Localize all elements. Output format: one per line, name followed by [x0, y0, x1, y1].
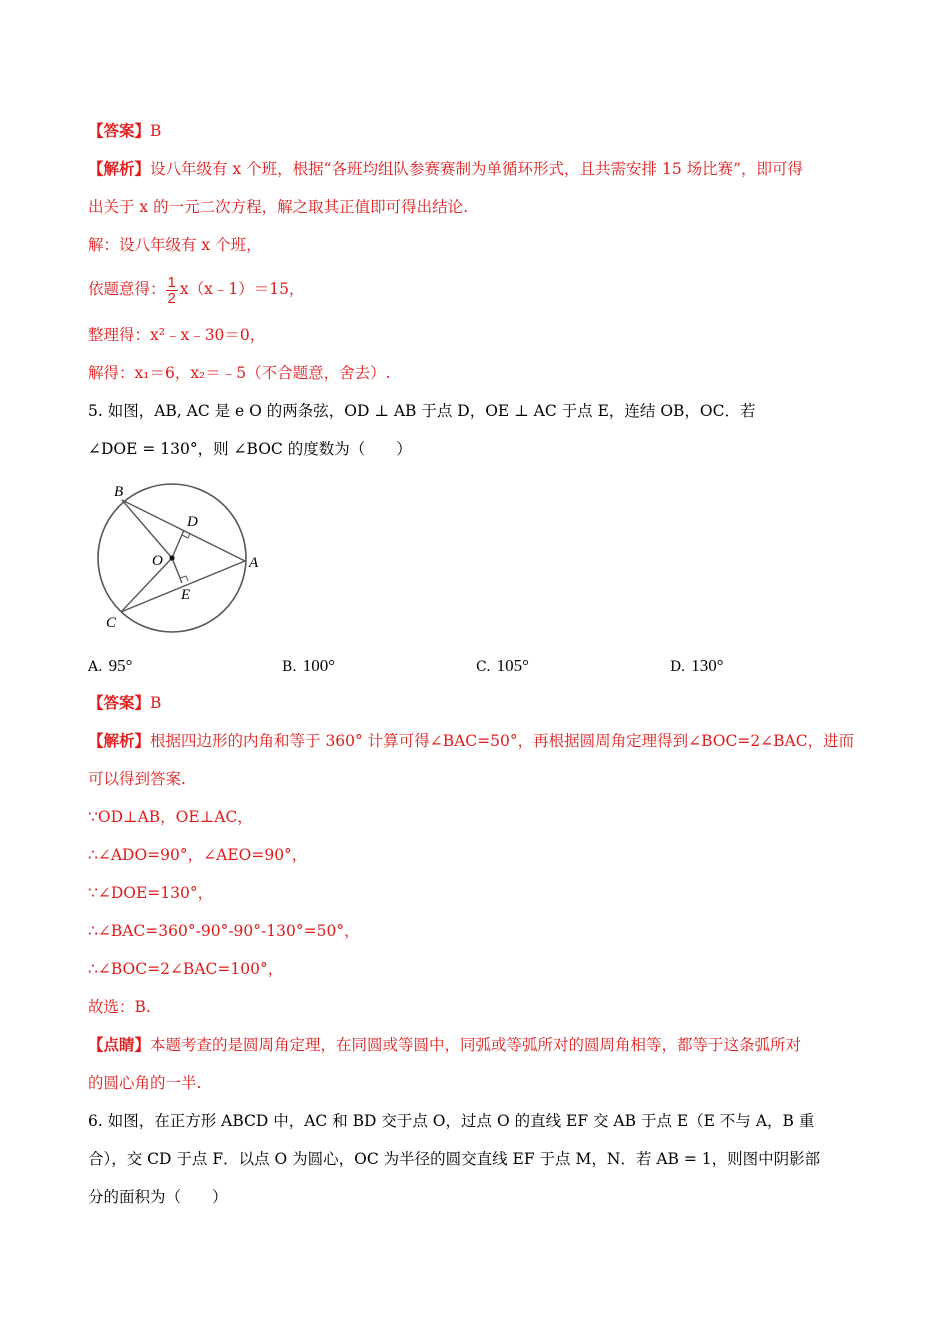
solution-prefix: 依题意得： — [88, 280, 166, 298]
q5-step-4: ∴∠BAC=360°-90°-90°-130°=50°， — [88, 922, 360, 940]
q5-step-2: ∴∠ADO=90°，∠AEO=90°， — [88, 846, 308, 864]
fraction-denominator: 2 — [167, 289, 176, 307]
answer-tag: 【答案】 — [88, 693, 151, 712]
circle-geometry-figure — [92, 478, 262, 638]
segment-ob — [122, 500, 172, 558]
segment-od — [172, 530, 184, 558]
analysis-text: 根据四边形的内角和等于 360° 计算可得∠BAC=50°，再根据圆周角定理得到∠BOC=2∠BAC，进而 — [150, 732, 855, 750]
segment-oc — [121, 558, 172, 612]
option-value: 95° — [108, 656, 133, 675]
q6-stem-line1: 6. 如图，在正方形 ABCD 中，AC 和 BD 交于点 O，过点 O 的直线 EF 交 AB 于点 E（E 不与 A，B 重 — [88, 1112, 815, 1130]
answer-value: B — [150, 694, 162, 712]
q5-analysis-line1 — [88, 730, 870, 752]
q5-stem-line2: ∠DOE = 130°，则 ∠BOC 的度数为（ ） — [88, 440, 412, 458]
fraction-numerator: 1 — [167, 273, 176, 291]
q4-solution-line3: 整理得：x²﹣x﹣30＝0， — [88, 326, 266, 344]
center-point-o — [169, 555, 174, 560]
q5-analysis-line2: 可以得到答案. — [88, 770, 186, 788]
point-text: 本题考查的是圆周角定理，在同圆或等圆中，同弧或等弧所对的圆周角相等，都等于这条弧所对 — [150, 1036, 802, 1054]
label-o: O — [152, 553, 163, 569]
q5-step-3: ∵∠DOE=130°， — [88, 884, 214, 902]
fraction-one-half — [166, 275, 178, 306]
option-value: 100° — [302, 656, 336, 675]
q6-stem-line2: 合），交 CD 于点 F．以点 O 为圆心，OC 为半径的圆交直线 EF 于点 M，N．若 AB = 1，则图中阴影部 — [88, 1150, 821, 1168]
q4-answer-line — [88, 120, 870, 142]
q4-analysis-line2: 出关于 x 的一元二次方程，解之取其正值即可得出结论. — [88, 198, 469, 216]
label-b: B — [114, 484, 124, 500]
option-value: 105° — [496, 656, 529, 675]
q5-step-5: ∴∠BOC=2∠BAC=100°， — [88, 960, 284, 978]
q5-options-row — [88, 655, 870, 679]
option-label: B. — [282, 659, 297, 675]
analysis-tag: 【解析】 — [88, 731, 151, 750]
option-label: C. — [476, 659, 491, 675]
analysis-tag: 【解析】 — [88, 159, 151, 178]
option-d[interactable] — [670, 655, 724, 678]
q5-point-line2: 的圆心角的一半. — [88, 1074, 202, 1092]
q4-solution-line1: 解：设八年级有 x 个班， — [88, 236, 262, 254]
solution-equation: x（x﹣1）＝15， — [179, 280, 305, 298]
q5-stem-line1: 5. 如图，AB, AC 是 e O 的两条弦，OD ⊥ AB 于点 D，OE ⊥ AC 于点 E，连结 OB，OC．若 — [88, 402, 756, 420]
q5-step-1: ∵OD⊥AB，OE⊥AC， — [88, 808, 253, 826]
segment-oe — [172, 558, 182, 583]
answer-tag: 【答案】 — [88, 121, 151, 140]
q6-stem-line3: 分的面积为（ ） — [88, 1188, 228, 1206]
label-a: A — [249, 555, 259, 571]
q5-answer-line — [88, 692, 870, 714]
option-value: 130° — [691, 656, 724, 675]
option-c[interactable] — [476, 655, 529, 678]
q4-solution-line4: 解得：x₁＝6，x₂＝﹣5（不合题意，舍去）. — [88, 364, 391, 382]
q4-solution-line2 — [88, 272, 870, 306]
answer-value: B — [150, 122, 162, 140]
label-d: D — [187, 514, 198, 530]
analysis-text: 设八年级有 x 个班，根据“各班均组队参赛赛制为单循环形式，且共需安排 15 场比赛”，即可得 — [150, 160, 804, 178]
q5-step-6: 故选：B. — [88, 998, 151, 1016]
option-label: A. — [88, 659, 103, 675]
option-b[interactable] — [282, 655, 335, 678]
q4-analysis-line1 — [88, 158, 870, 180]
label-c: C — [106, 615, 117, 631]
option-label: D. — [670, 659, 686, 675]
q5-point-line1 — [88, 1034, 870, 1056]
option-a[interactable] — [88, 655, 132, 678]
label-e: E — [181, 587, 191, 603]
point-tag: 【点睛】 — [88, 1035, 151, 1054]
